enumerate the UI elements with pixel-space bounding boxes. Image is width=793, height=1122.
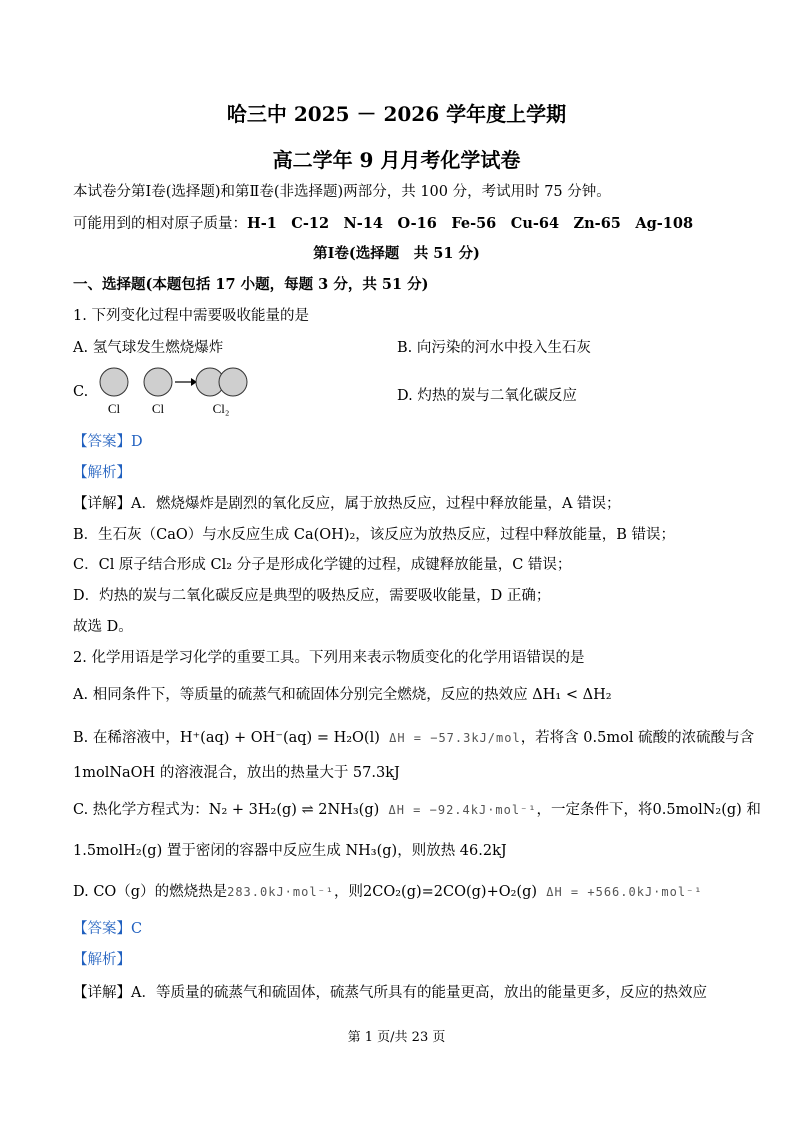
atomic-mass-values: H-1 C-12 N-14 O-16 Fe-56 Cu-64 Zn-65 Ag-108 [247, 215, 694, 232]
q2-analysis-label: 【解析】 [73, 952, 131, 968]
q1-answer: 【答案】D [73, 434, 143, 450]
q1-stem: 1. 下列变化过程中需要吸收能量的是 [73, 308, 309, 324]
q1-option-a: A. 氢气球发生燃烧爆炸 [73, 340, 224, 356]
q2-option-c-line2: 1.5molH₂(g) 置于密闭的容器中反应生成 NH₃(g)，则放热 46.2kJ [73, 843, 507, 859]
chlorine-atoms-figure [97, 366, 257, 420]
q1-analysis-label: 【解析】 [73, 465, 131, 481]
q2-option-b-line1 [73, 726, 754, 747]
q2-answer: 【答案】C [73, 921, 143, 937]
page-number: 第 1 页/共 23 页 [347, 1030, 446, 1045]
q2-d-mid: ，则 [334, 884, 364, 900]
q2-c-prefix: C. 热化学方程式为： [73, 802, 209, 818]
label-cl2: Cl₂ [212, 401, 230, 416]
q2-stem: 2. 化学用语是学习化学的重要工具。下列用来表示物质变化的化学用语错误的是 [73, 650, 585, 666]
q1-detail-b: B．生石灰（CaO）与水反应生成 Ca(OH)₂，该反应为放热反应，过程中释放能量，B 错误； [73, 527, 676, 543]
q2-b-equation: H⁺(aq) + OH⁻(aq) = H₂O(l) [179, 730, 380, 746]
q1-option-d: D. 灼热的炭与二氧化碳反应 [397, 388, 577, 404]
q1-option-b: B. 向污染的河水中投入生石灰 [397, 340, 591, 356]
chlorine-molecule-atom-2 [219, 368, 247, 396]
q2-c-suffix: ，一定条件下，将0.5molN₂(g) 和 [536, 802, 761, 818]
exam-title-line1: 哈三中 2025 － 2026 学年度上学期 [226, 102, 567, 126]
q2-d-prefix: D. CO（g）的燃烧热是 [73, 884, 228, 900]
exam-title-line2: 高二学年 9 月月考化学试卷 [272, 148, 521, 172]
q2-b-suffix: ，若将含 0.5mol 硫酸的浓硫酸与含 [520, 730, 755, 746]
atomic-mass-label: 可能用到的相对原子质量： [73, 216, 247, 232]
q2-c-equation: N₂ + 3H₂(g) ⇌ 2NH₃(g) [208, 802, 380, 818]
part1-heading: 第Ⅰ卷(选择题 共 51 分) [313, 245, 480, 262]
q2-d-equation: 2CO₂(g)=2CO(g)+O₂(g) [363, 884, 538, 900]
q2-b-prefix: B. 在稀溶液中， [73, 730, 180, 746]
q1-detail-a: 【详解】A．燃烧爆炸是剧烈的氧化反应，属于放热反应，过程中释放能量，A 错误； [73, 496, 621, 512]
q2-d-heat-value: 283.0kJ·mol⁻¹ [227, 885, 335, 899]
section-heading: 一、选择题(本题包括 17 小题，每题 3 分，共 51 分) [73, 276, 429, 293]
atomic-mass-line [73, 212, 693, 233]
chlorine-atom-1 [100, 368, 128, 396]
q2-option-d [73, 880, 703, 901]
q2-option-c-line1 [73, 798, 761, 819]
q2-b-enthalpy: ΔH = −57.3kJ/mol [389, 731, 521, 745]
q1-option-c: C. [73, 384, 89, 400]
label-cl-1: Cl [107, 401, 121, 416]
q1-detail-d: D．灼热的炭与二氧化碳反应是典型的吸热反应，需要吸收能量，D 正确； [73, 588, 551, 604]
chlorine-atom-2 [144, 368, 172, 396]
label-cl-2: Cl [151, 401, 165, 416]
q2-c-enthalpy: ΔH = −92.4kJ·mol⁻¹ [388, 803, 537, 817]
q2-d-enthalpy: ΔH = +566.0kJ·mol⁻¹ [546, 885, 703, 899]
q1-conclusion: 故选 D。 [73, 619, 133, 635]
q2-detail-a: 【详解】A．等质量的硫蒸气和硫固体，硫蒸气所具有的能量更高，放出的能量更多，反应的热效应 [73, 985, 707, 1001]
q1-detail-c: C．Cl 原子结合形成 Cl₂ 分子是形成化学键的过程，成键释放能量，C 错误； [73, 557, 572, 573]
q2-option-a: A. 相同条件下，等质量的硫蒸气和硫固体分别完全燃烧，反应的热效应 ΔH₁ < ΔH₂ [73, 687, 612, 703]
q2-option-b-line2: 1molNaOH 的溶液混合，放出的热量大于 57.3kJ [73, 765, 400, 781]
intro-line: 本试卷分第Ⅰ卷(选择题)和第Ⅱ卷(非选择题)两部分，共 100 分，考试用时 75 分钟。 [73, 184, 611, 200]
